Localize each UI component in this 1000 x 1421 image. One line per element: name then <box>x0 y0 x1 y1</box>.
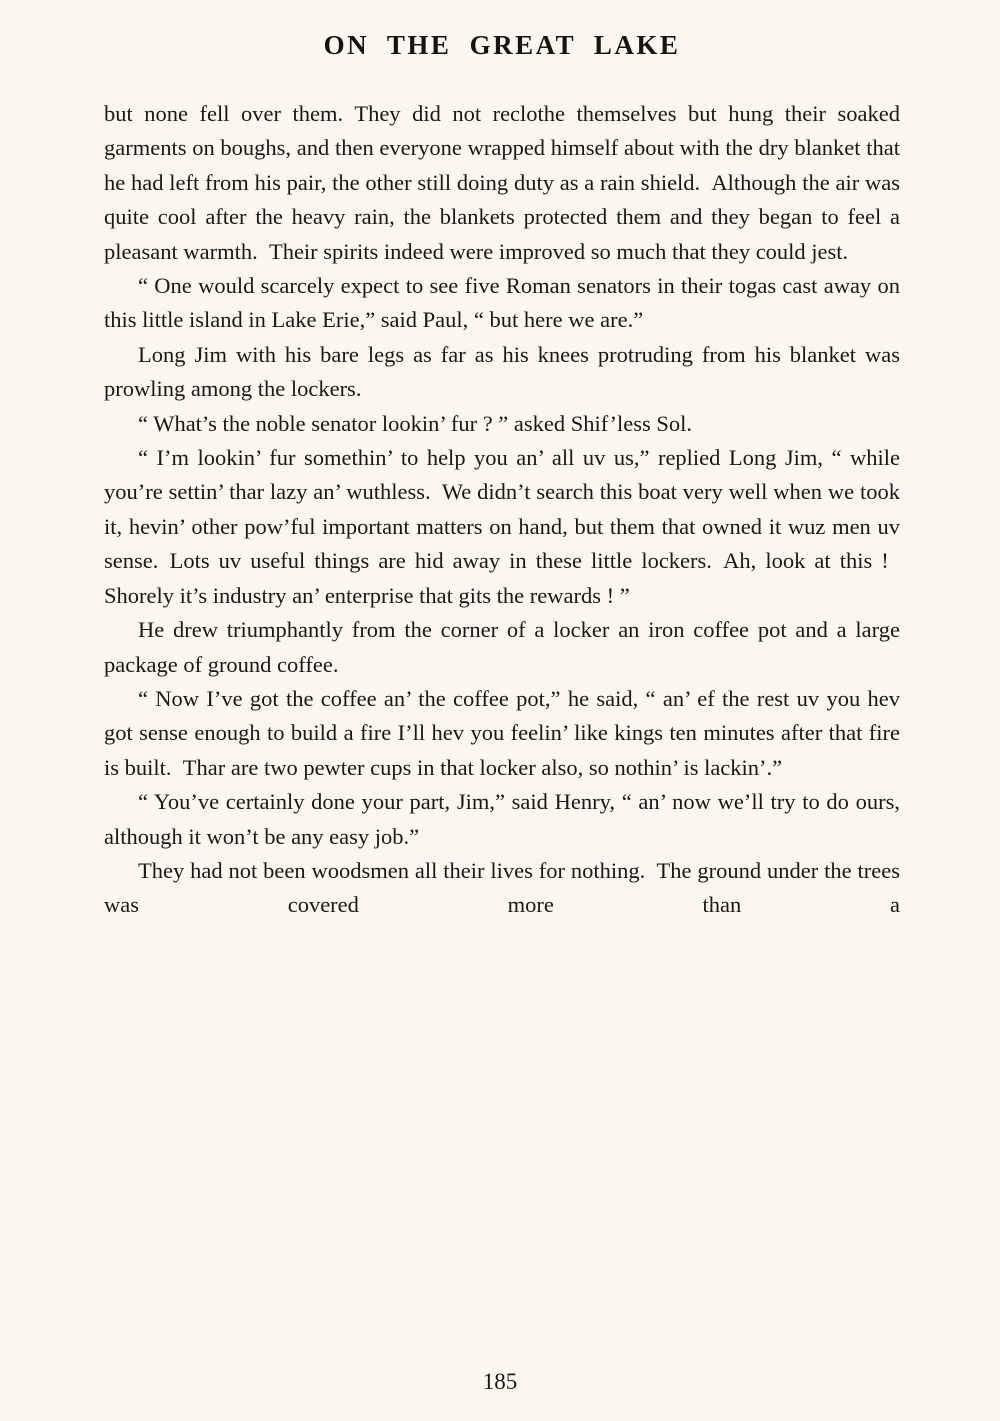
running-header: ON THE GREAT LAKE <box>323 30 681 60</box>
paragraph: “ Now I’ve got the coffee an’ the coffee pot,” he said, “ an’ ef the rest uv you hev got sense enough to build a fire I’ll hev you feelin’ like kings ten minutes after that fire is built. Thar are two pewter cups in that locker also, so nothin’ is lackin’.” <box>104 685 900 780</box>
page-number: 185 <box>482 1369 518 1394</box>
paragraph: “ One would scarcely expect to see five Roman senators in their togas cast away on this little island in Lake Erie,” said Paul, “ but here we are.” <box>104 273 900 333</box>
page-body <box>104 97 900 923</box>
paragraph: but none fell over them. They did not reclothe themselves but hung their soaked garments on boughs, and then everyone wrapped himself about with the dry blanket that he had left from his pair, the other still doing duty as a rain shield. Although the air was quite cool after the heavy rain, the blankets protected them and they began to feel a pleasant warmth. Their spirits indeed were improved so much that they could jest. <box>104 101 900 264</box>
paragraph: Long Jim with his bare legs as far as his knees protruding from his blanket was prowling among the lockers. <box>104 341 900 402</box>
paragraph: “ I’m lookin’ fur somethin’ to help you an’ all uv us,” replied Long Jim, “ while you’re settin’ thar lazy an’ wuthless. We didn’t search this boat very well when we took it, hevin’ other pow’ful important matters on hand, but them that owned it wuz men uv sense. Lots uv useful things are hid away in these little lockers. Ah, look at this ! Shorely it’s industry an’ enterprise that gits the rewards ! ” <box>104 445 900 608</box>
paragraph: He drew triumphantly from the corner of a locker an iron coffee pot and a large package of ground coffee. <box>104 617 900 677</box>
paragraph: “ You’ve certainly done your part, Jim,” said Henry, “ an’ now we’ll try to do ours, although it won’t be any easy job.” <box>104 789 900 849</box>
paragraph: They had not been woodsmen all their lives for nothing. The ground under the trees was covered more than a <box>104 857 900 918</box>
paragraph: “ What’s the noble senator lookin’ fur ? ” asked Shif’less Sol. <box>138 410 693 436</box>
